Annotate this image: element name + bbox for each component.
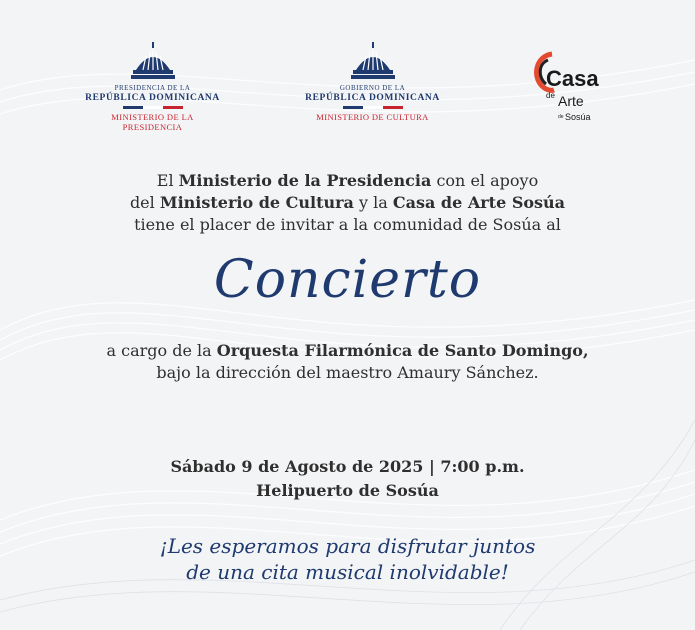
logo-word-de: de bbox=[546, 91, 555, 100]
orchestra-name: Orquesta Filarmónica de Santo Domingo, bbox=[216, 341, 589, 360]
logo-word-de-2: de bbox=[558, 114, 564, 120]
intro-line-2: del Ministerio de Cultura y la Casa de Arte Sosúa bbox=[129, 193, 566, 212]
event-details bbox=[0, 455, 695, 503]
flag-stripe bbox=[343, 106, 403, 109]
intro-line-3: tiene el placer de invitar a la comunidad de Sosúa al bbox=[134, 215, 561, 234]
event-date: Sábado 9 de Agosto de 2025 | 7:00 p.m. bbox=[170, 457, 525, 476]
logo-ministerio-cultura bbox=[305, 42, 440, 122]
logo-line-1: GOBIERNO DE LA bbox=[339, 84, 406, 92]
orchestra-text bbox=[0, 340, 695, 384]
ministerio-cultura-name: Ministerio de Cultura bbox=[159, 193, 354, 212]
event-place: Helipuerto de Sosúa bbox=[256, 481, 439, 500]
flag-stripe bbox=[123, 106, 183, 109]
logo-casa-de-arte-sosua bbox=[524, 46, 614, 126]
event-title: Concierto bbox=[213, 250, 482, 310]
intro-text bbox=[0, 170, 695, 236]
closing-line-1: ¡Les esperamos para disfrutar juntos bbox=[159, 534, 536, 558]
logo-word-arte: Arte bbox=[558, 93, 584, 109]
dome-icon bbox=[350, 42, 396, 82]
closing-message bbox=[0, 533, 695, 585]
logo-line-2: REPÚBLICA DOMINICANA bbox=[305, 93, 440, 103]
logo-ministry-name: MINISTERIO DE CULTURA bbox=[316, 112, 429, 122]
logo-ministerio-presidencia bbox=[85, 42, 220, 132]
intro-line-1: El Ministerio de la Presidencia con el apoyo bbox=[156, 171, 539, 190]
closing-line-2: de una cita musical inolvidable! bbox=[186, 560, 509, 584]
orchestra-line-2: bajo la dirección del maestro Amaury Sánchez. bbox=[156, 363, 539, 382]
orchestra-line-1: a cargo de la Orquesta Filarmónica de Santo Domingo, bbox=[106, 341, 589, 360]
logo-line-1: PRESIDENCIA DE LA bbox=[114, 84, 191, 92]
casa-arte-name: Casa de Arte Sosúa bbox=[392, 193, 566, 212]
logo-line-2: REPÚBLICA DOMINICANA bbox=[85, 93, 220, 103]
dome-icon bbox=[130, 42, 176, 82]
logo-word-casa: Casa bbox=[546, 66, 599, 91]
logo-ministry-name: MINISTERIO DE LA PRESIDENCIA bbox=[111, 112, 194, 132]
ministerio-presidencia-name: Ministerio de la Presidencia bbox=[178, 171, 432, 190]
logo-word-sosua: Sosúa bbox=[565, 112, 591, 122]
